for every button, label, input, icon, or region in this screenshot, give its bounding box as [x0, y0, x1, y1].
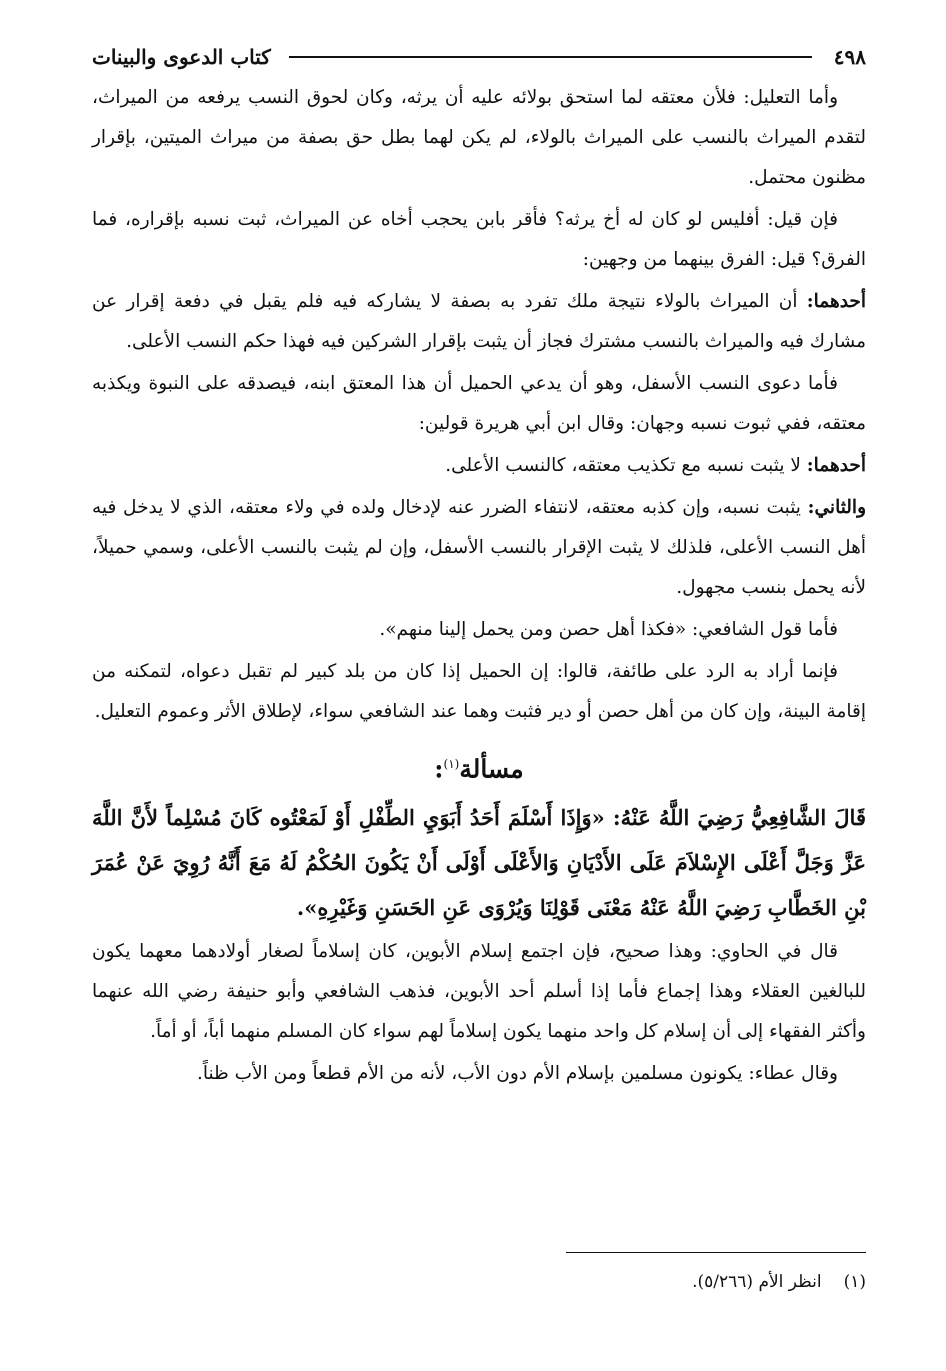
first-aspect-text: أن الميراث بالولاء نتيجة ملك تفرد به بصفة لا يشاركه فيه فلم يقبل في دفعة إقرار عن مشارك فيه والميراث بالنسب مشترك فجاز أن يثبت بإقرار الشركين فيه فهذا حكم النسب الأعلى. — [92, 291, 866, 352]
paragraph-lower-lineage: فأما دعوى النسب الأسفل، وهو أن يدعي الحميل أن هذا المعتق ابنه، فيصدقه على النبوة ويكذبه معتقه، ففي ثبوت نسبه وجهان: وقال ابن أبي هريرة قولين: — [92, 373, 866, 434]
paragraph-first-aspect — [92, 282, 866, 362]
paragraph-hawi: قال في الحاوي: وهذا صحيح، فإن اجتمع إسلام الأبوين، كان إسلاماً لصغار أولادهما معهما يكون للبالغين العقلاء وهذا إجماع فأما إذا أسلم أحد الأبوين، فذهب الشافعي وأبو حنيفة رضي الله عنهما وأكثر الفقهاء إلى أن إسلام كل واحد منهما يكون إسلاماً لهم سواء كان المسلم منهما أباً، أو أماً. — [92, 941, 866, 1043]
first-aspect-lead: أحدهما: — [806, 291, 866, 312]
first-opinion-lead: أحدهما: — [806, 455, 866, 476]
section-heading-colon: : — [434, 754, 444, 784]
book-title: كتاب الدعوى والبينات — [92, 45, 271, 69]
footnote-ref[interactable]: (١) — [443, 757, 460, 771]
header-rule — [289, 56, 812, 58]
page-number: ٤٩٨ — [833, 45, 866, 69]
paragraph-question: فإن قيل: أفليس لو كان له أخ يرثه؟ فأقر بابن يحجب أخاه عن الميراث، ثبت نسبه بإقراره، فما الفرق؟ قيل: الفرق بينهما من وجهين: — [92, 209, 866, 270]
footnote-text: انظر الأم (٥/٢٦٦). — [692, 1272, 822, 1292]
shafii-text-quote: قَالَ الشَّافِعِيُّ رَضِيَ اللَّهُ عَنْهُ: «وَإِذَا أَسْلَمَ أَحَدُ أَبَوَيِ الطِّفْلِ أَوْ لَمَعْتُوه كَانَ مُسْلِماً لأَنَّ اللَّهَ عَزَّ وَجَلَّ أَعْلَى الإِسْلاَمَ عَلَى الأَدْيَانِ وَالأَعْلَى أَوْلَى أَنْ يَكُونَ الحُكْمُ لَهُ مَعَ أَنَّهُ رُوِيَ عَنْ عُمَرَ بْنِ الخَطَّابِ رَضِيَ اللَّهُ عَنْهُ مَعْنَى قَوْلِنَا وَيُرْوَى عَنِ الحَسَنِ وَغَيْرِهِ». — [92, 805, 866, 921]
paragraph-shafii-quote: فأما قول الشافعي: «فكذا أهل حصن ومن يحمل إلينا منهم». — [379, 619, 838, 640]
page — [92, 36, 866, 1096]
paragraph-ta3lil: وأما التعليل: فلأن معتقه لما استحق بولائه عليه أن يرثه، وكان لحوق النسب يرفعه من الميراث، لتقدم الميراث بالنسب على الميراث بالولاء، لم يكن لهما بطل حق بصفة من ميراث الميتين، بإقرار مظنون محتمل. — [92, 87, 866, 188]
section-heading — [92, 740, 866, 793]
footnote-rule — [566, 1252, 866, 1253]
paragraph-ata: وقال عطاء: يكونون مسلمين بإسلام الأم دون الأب، لأنه من الأم قطعاً ومن الأب ظناً. — [196, 1063, 838, 1085]
first-opinion-text: لا يثبت نسبه مع تكذيب معتقه، كالنسب الأعلى. — [445, 455, 807, 476]
paragraph-first-opinion — [92, 446, 866, 486]
footnote-number: (١) — [843, 1272, 866, 1292]
page-header — [92, 36, 866, 78]
second-opinion-lead: والثاني: — [807, 497, 866, 518]
paragraph-second-opinion — [92, 488, 866, 608]
footnote — [92, 1267, 866, 1297]
footnote-area — [92, 1252, 866, 1297]
second-opinion-text: يثبت نسبه، وإن كذبه معتقه، لانتفاء الضرر عنه لإدخال ولده في ولاء معتقه، الذي لا يدخل فيه أهل النسب الأعلى، فلذلك لا يثبت الإقرار بالنسب الأسفل، وإن لم يثبت بالنسب الأعلى، وسمي حميلاً، لأنه يحمل بنسب مجهول. — [92, 497, 866, 598]
section-heading-text: مسألة — [459, 754, 524, 784]
paragraph-refutation: فإنما أراد به الرد على طائفة، قالوا: إن الحميل إذا كان من بلد كبير لم تقبل دعواه، لتمكنه من إقامة البينة، وإن كان من أهل حصن أو دير فثبت وهما عند الشافعي سواء، لإطلاق الأثر وعموم التعليل. — [92, 661, 866, 722]
